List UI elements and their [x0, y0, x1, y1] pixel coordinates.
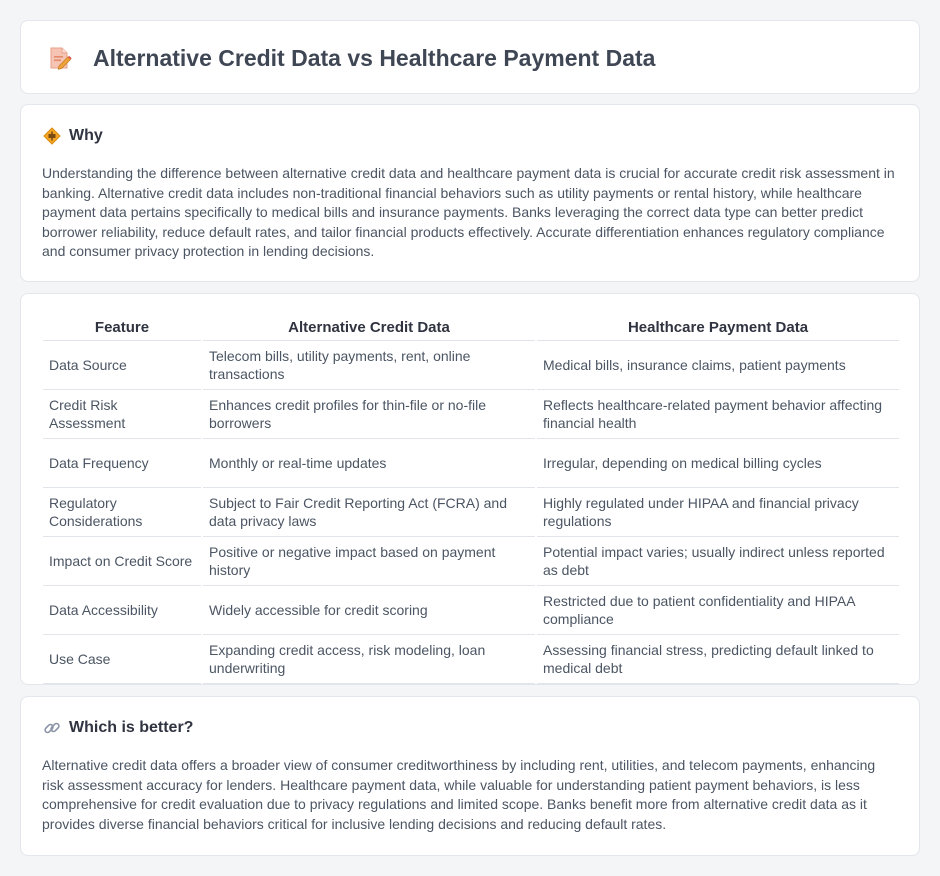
row-feature: Data Frequency: [43, 438, 202, 487]
row-feature: Credit Risk Assessment: [43, 389, 202, 438]
page-title: Alternative Credit Data vs Healthcare Payment Data: [93, 45, 656, 71]
row-alternative-credit: Monthly or real-time updates: [202, 438, 536, 487]
table-row: [43, 389, 899, 438]
row-healthcare-payment: Potential impact varies; usually indirect unless reported as debt: [536, 536, 899, 585]
row-alternative-credit: Telecom bills, utility payments, rent, online transactions: [202, 340, 536, 389]
which-is-better-card: [20, 696, 920, 856]
header-alternative-credit: Alternative Credit Data: [202, 316, 536, 340]
better-heading: Which is better?: [69, 719, 194, 736]
comparison-card: [20, 293, 920, 685]
row-healthcare-payment: Medical bills, insurance claims, patient payments: [536, 340, 899, 389]
table-row: [43, 487, 899, 536]
header-healthcare-payment: Healthcare Payment Data: [536, 316, 899, 340]
title-row: [47, 45, 655, 71]
why-card: [20, 104, 920, 282]
row-feature: Use Case: [43, 634, 202, 683]
diamond-sign-icon: [43, 127, 61, 145]
row-alternative-credit: Enhances credit profiles for thin-file or no-file borrowers: [202, 389, 536, 438]
table-header-row: [43, 316, 899, 340]
row-feature: Regulatory Considerations: [43, 487, 202, 536]
row-healthcare-payment: Irregular, depending on medical billing cycles: [536, 438, 899, 487]
table-row: [43, 585, 899, 634]
better-heading-row: [43, 719, 193, 737]
row-healthcare-payment: Reflects healthcare-related payment behavior affecting financial health: [536, 389, 899, 438]
title-card: [20, 20, 920, 94]
why-heading: Why: [69, 127, 103, 144]
why-text: Understanding the difference between alternative credit data and healthcare payment data is crucial for accurate credit risk assessment in banking. Alternative credit data includes non-traditional financial behaviors such as utility payments or rental history, while healthcare payment data pertains specifically to medical bills and insurance payments. Banks leveraging the correct data type can better predict borrower reliability, reduce default rates, and tailor financial products effectively. Accurate differentiation enhances regulatory compliance and consumer privacy protection in lending decisions.: [42, 165, 895, 260]
row-feature: Impact on Credit Score: [43, 536, 202, 585]
row-healthcare-payment: Highly regulated under HIPAA and financial privacy regulations: [536, 487, 899, 536]
comparison-table: [43, 316, 899, 684]
row-healthcare-payment: Assessing financial stress, predicting default linked to medical debt: [536, 634, 899, 683]
table-row: [43, 536, 899, 585]
row-alternative-credit: Expanding credit access, risk modeling, loan underwriting: [202, 634, 536, 683]
header-feature: Feature: [43, 316, 202, 340]
why-heading-row: [43, 127, 103, 145]
row-feature: Data Source: [43, 340, 202, 389]
row-alternative-credit: Positive or negative impact based on payment history: [202, 536, 536, 585]
table-row: [43, 340, 899, 389]
row-healthcare-payment: Restricted due to patient confidentiality and HIPAA compliance: [536, 585, 899, 634]
table-row: [43, 438, 899, 487]
table-row: [43, 634, 899, 683]
document-pencil-icon: [47, 45, 73, 71]
better-text: Alternative credit data offers a broader view of consumer creditworthiness by including rent, utilities, and telecom payments, enhancing risk assessment accuracy for lenders. Healthcare payment data, while valuable for understanding patient payment behaviors, is less comprehensive for credit evaluation due to privacy regulations and limited scope. Banks benefit more from alternative credit data as it provides diverse financial behaviors critical for inclusive lending decisions and reducing default rates.: [42, 757, 876, 832]
link-icon: [43, 719, 61, 737]
row-alternative-credit: Subject to Fair Credit Reporting Act (FCRA) and data privacy laws: [202, 487, 536, 536]
row-alternative-credit: Widely accessible for credit scoring: [202, 585, 536, 634]
row-feature: Data Accessibility: [43, 585, 202, 634]
